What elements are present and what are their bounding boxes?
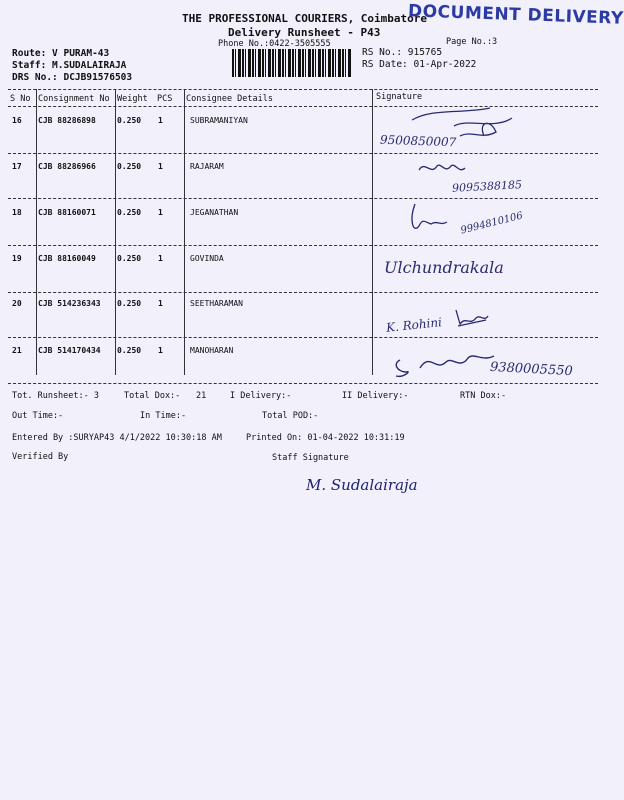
signature-scribble [405, 200, 465, 240]
col-header-pcs: PCS [157, 94, 173, 104]
row-consignee: RAJARAM [190, 162, 224, 171]
barcode-image [232, 49, 352, 77]
row-pcs: 1 [158, 116, 163, 125]
table-top-rule [8, 89, 598, 90]
row-weight: 0.250 [117, 116, 142, 125]
row-sno: 16 [12, 116, 22, 125]
entered-by: Entered By :SURYAP43 4/1/2022 10:30:18 AM [12, 433, 222, 443]
row-sno: 20 [12, 299, 22, 308]
phone-number: Phone No.:0422-3505555 [218, 39, 331, 49]
row-consignment: CJB 88286898 [38, 116, 96, 125]
row-divider [8, 245, 598, 246]
row-pcs: 1 [158, 208, 163, 217]
row-signature: K. Rohini [385, 315, 443, 335]
row-weight: 0.250 [117, 346, 142, 355]
rtn-dox: RTN Dox:- [460, 391, 507, 401]
col-divider [36, 89, 37, 375]
row-signature: 9380005550 [489, 359, 574, 380]
runsheet-subtitle: Delivery Runsheet - P43 [228, 26, 381, 39]
staff-signature-label: Staff Signature [272, 453, 349, 463]
table-bottom-rule [8, 383, 598, 384]
row-consignment: CJB 88160071 [38, 208, 96, 217]
row-sno: 18 [12, 208, 22, 217]
row-weight: 0.250 [117, 208, 142, 217]
staff-signature: M. Sudalairaja [306, 476, 418, 494]
document-title: THE PROFESSIONAL COURIERS, Coimbatore [182, 12, 428, 25]
i-delivery: I Delivery:- [230, 391, 292, 401]
total-dox-value: 21 [196, 391, 207, 401]
staff-label: Staff: M.SUDALAIRAJA [12, 60, 127, 71]
rs-date: RS Date: 01-Apr-2022 [362, 59, 477, 70]
col-header-consignment: Consignment No [38, 94, 110, 104]
row-signature: 9500850007 [379, 132, 457, 150]
row-signature: 9994810106 [459, 210, 525, 237]
row-consignment: CJB 88160049 [38, 254, 96, 263]
row-weight: 0.250 [117, 254, 142, 263]
col-header-consignee: Consignee Details [186, 94, 273, 104]
total-runsheet: Tot. Runsheet:- 3 [12, 391, 99, 401]
route-label: Route: V PURAM-43 [12, 48, 110, 59]
col-divider [115, 89, 116, 375]
signature-scribble [415, 158, 475, 180]
row-signature: 9095388185 [451, 178, 523, 195]
row-pcs: 1 [158, 346, 163, 355]
ii-delivery: II Delivery:- [342, 391, 409, 401]
rs-number: RS No.: 915765 [362, 47, 443, 58]
signature-scribble [390, 342, 500, 382]
printed-on: Printed On: 01-04-2022 10:31:19 [246, 433, 405, 443]
row-sno: 21 [12, 346, 22, 355]
row-signature: Ulchundrakala [384, 258, 504, 277]
row-consignee: MANOHARAN [190, 346, 234, 355]
row-consignment: CJB 514170434 [38, 346, 101, 355]
col-divider [184, 89, 185, 375]
row-consignment: CJB 514236343 [38, 299, 101, 308]
row-divider [8, 198, 598, 199]
drs-number: DRS No.: DCJB91576503 [12, 72, 133, 83]
row-consignment: CJB 88286966 [38, 162, 96, 171]
row-consignee: GOVINDA [190, 254, 224, 263]
row-consignee: SEETHARAMAN [190, 299, 243, 308]
col-header-sno: S No [10, 94, 31, 104]
row-pcs: 1 [158, 254, 163, 263]
page-number: Page No.:3 [446, 37, 498, 47]
row-sno: 17 [12, 162, 22, 171]
row-weight: 0.250 [117, 299, 142, 308]
total-dox-label: Total Dox:- [124, 391, 181, 401]
row-divider [8, 292, 598, 293]
row-consignee: SUBRAMANIYAN [190, 116, 248, 125]
row-divider [8, 153, 598, 154]
verified-by: Verified By [12, 452, 69, 462]
col-header-signature: Signature [376, 92, 423, 102]
row-sno: 19 [12, 254, 22, 263]
in-time: In Time:- [140, 411, 187, 421]
signature-scribble [452, 306, 492, 330]
document-delivery-stamp: DOCUMENT DELIVERY [407, 1, 624, 29]
row-pcs: 1 [158, 162, 163, 171]
total-pod: Total POD:- [262, 411, 319, 421]
row-consignee: JEGANATHAN [190, 208, 239, 217]
col-header-weight: Weight [117, 94, 148, 104]
row-divider [8, 337, 598, 338]
row-pcs: 1 [158, 299, 163, 308]
row-weight: 0.250 [117, 162, 142, 171]
out-time: Out Time:- [12, 411, 64, 421]
